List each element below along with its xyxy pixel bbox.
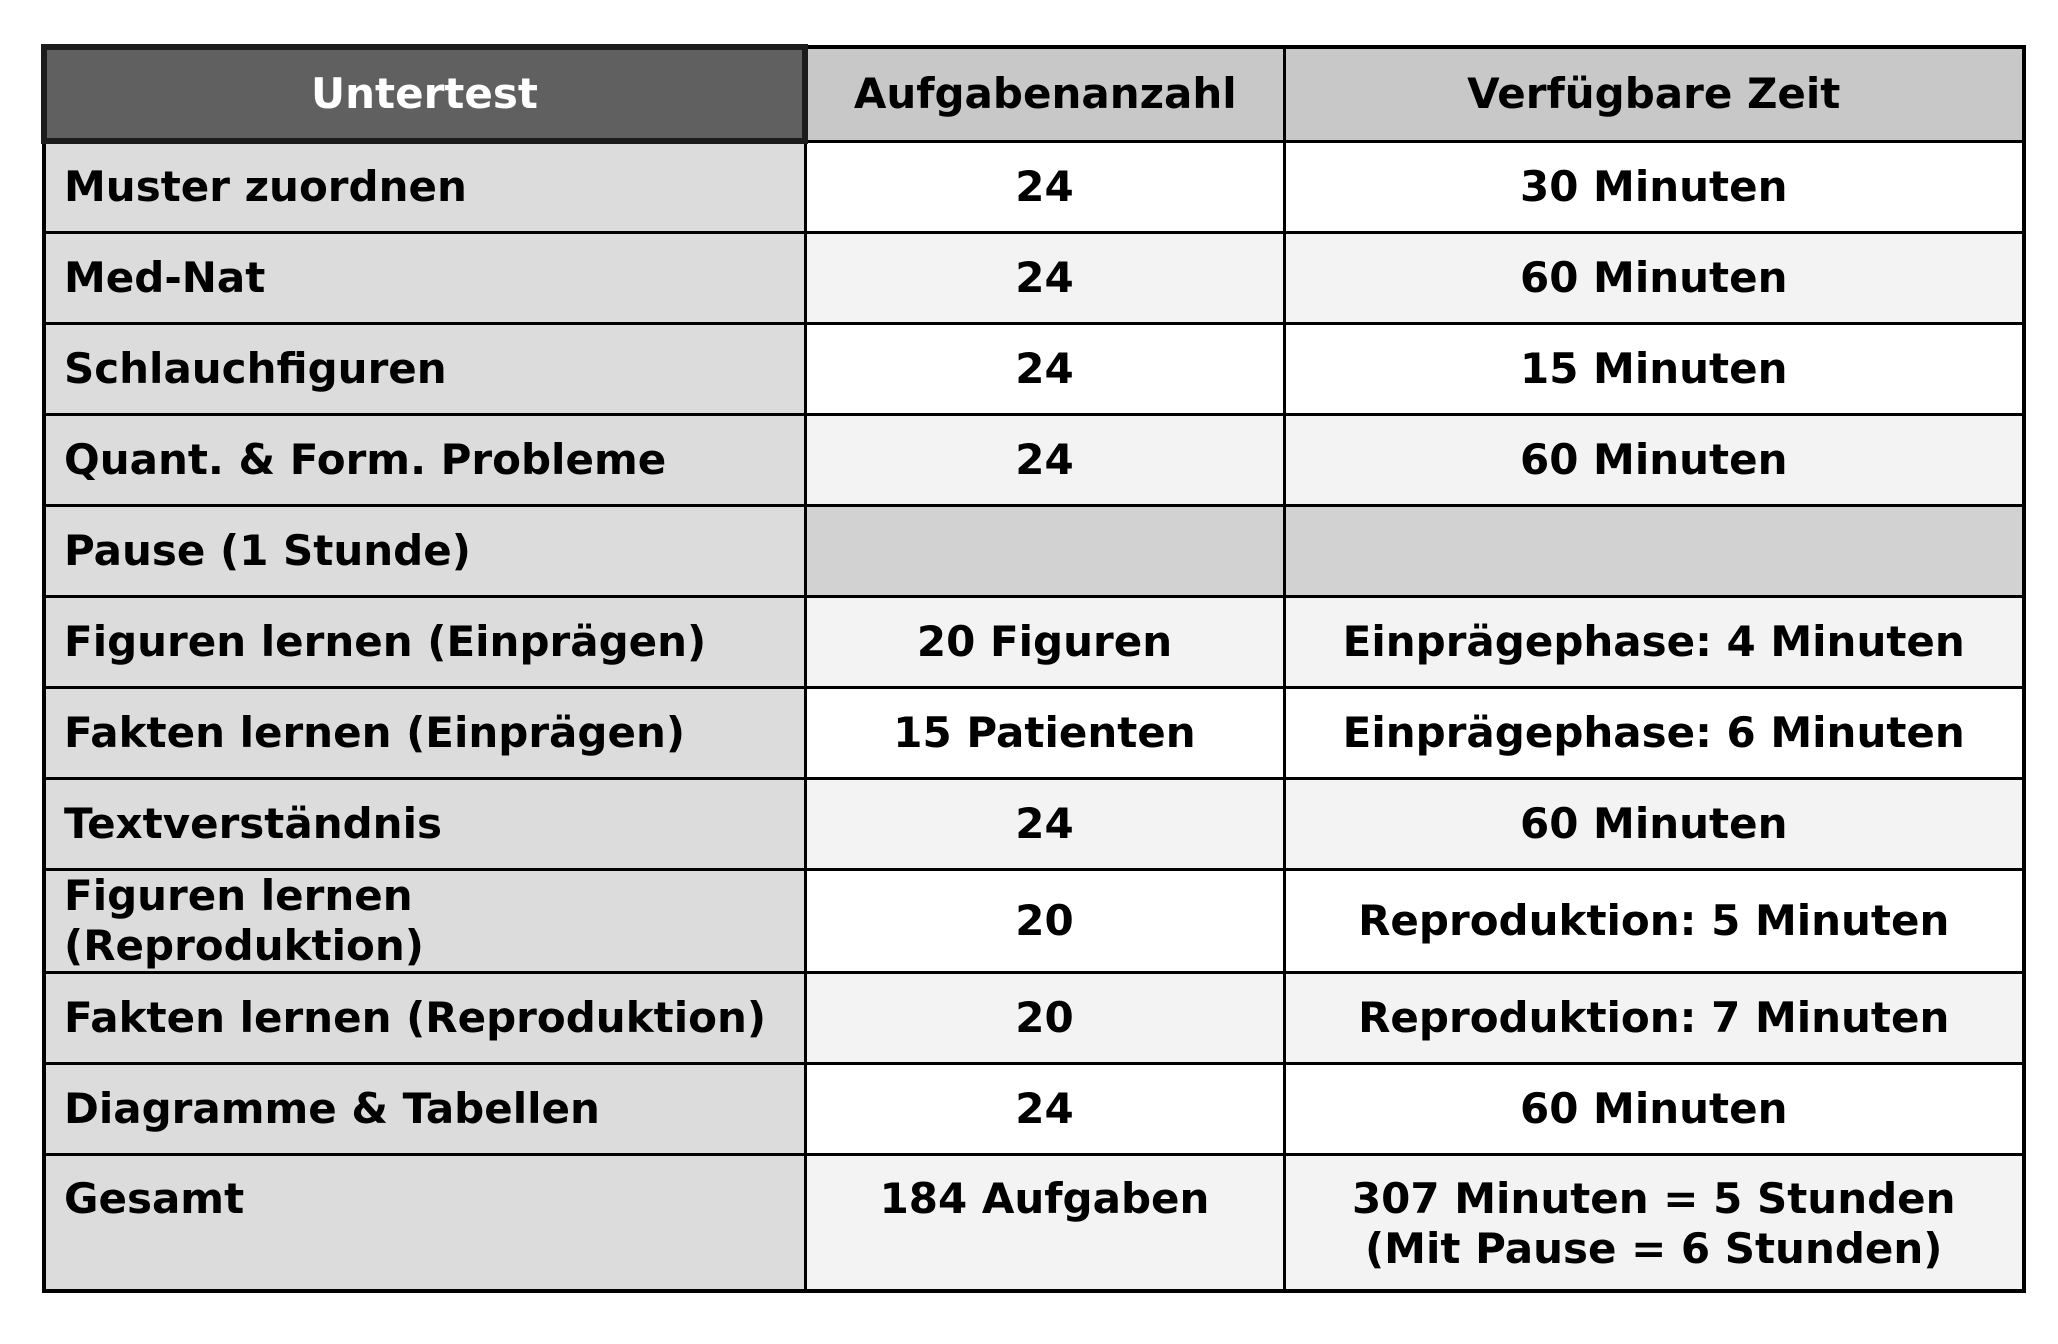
table-row [44, 687, 2024, 778]
table-row [44, 869, 2024, 972]
available-time: Reproduktion: 7 Minuten [1284, 972, 2024, 1063]
subtest-name: Figuren lernen (Einprägen) [44, 596, 805, 687]
available-time: 30 Minuten [1284, 141, 2024, 232]
header-verfuegbare-zeit: Verfügbare Zeit [1284, 47, 2024, 141]
table-row [44, 414, 2024, 505]
task-count: 24 [805, 323, 1284, 414]
subtest-name: Diagramme & Tabellen [44, 1063, 805, 1154]
available-time: 60 Minuten [1284, 1063, 2024, 1154]
task-count: 20 [805, 869, 1284, 972]
header-row [44, 47, 2024, 141]
table-row [44, 778, 2024, 869]
available-time: 60 Minuten [1284, 778, 2024, 869]
table-row [44, 323, 2024, 414]
task-count: 20 Figuren [805, 596, 1284, 687]
table-row [44, 596, 2024, 687]
task-count: 24 [805, 778, 1284, 869]
total-time [1284, 1154, 2024, 1291]
task-count: 24 [805, 141, 1284, 232]
task-count: 24 [805, 232, 1284, 323]
task-count [805, 505, 1284, 596]
subtest-name: Fakten lernen (Reproduktion) [44, 972, 805, 1063]
subtest-name: Pause (1 Stunde) [44, 505, 805, 596]
available-time: Reproduktion: 5 Minuten [1284, 869, 2024, 972]
task-count: 24 [805, 1063, 1284, 1154]
total-row [44, 1154, 2024, 1291]
subtest-name: Muster zuordnen [44, 141, 805, 232]
subtest-name: Schlauchfiguren [44, 323, 805, 414]
total-label: Gesamt [44, 1154, 805, 1291]
table-row [44, 972, 2024, 1063]
available-time: Einprägephase: 4 Minuten [1284, 596, 2024, 687]
total-task-count: 184 Aufgaben [805, 1154, 1284, 1291]
table-row [44, 141, 2024, 232]
available-time: 60 Minuten [1284, 414, 2024, 505]
header-aufgabenanzahl: Aufgabenanzahl [805, 47, 1284, 141]
subtest-schedule-table [41, 44, 2026, 1293]
available-time: 15 Minuten [1284, 323, 2024, 414]
subtest-name: Fakten lernen (Einprägen) [44, 687, 805, 778]
subtest-name: Textverständnis [44, 778, 805, 869]
header-untertest: Untertest [44, 47, 805, 141]
available-time: Einprägephase: 6 Minuten [1284, 687, 2024, 778]
available-time [1284, 505, 2024, 596]
available-time: 60 Minuten [1284, 232, 2024, 323]
table-row [44, 232, 2024, 323]
total-time-line: 307 Minuten = 5 Stunden [1351, 1173, 1956, 1223]
total-time-with-pause: (Mit Pause = 6 Stunden) [1364, 1223, 1943, 1273]
subtest-name: Med-Nat [44, 232, 805, 323]
table-row [44, 1063, 2024, 1154]
subtest-name: Figuren lernen (Reproduktion) [44, 869, 805, 972]
task-count: 15 Patienten [805, 687, 1284, 778]
subtest-name: Quant. & Form. Probleme [44, 414, 805, 505]
task-count: 20 [805, 972, 1284, 1063]
pause-row [44, 505, 2024, 596]
task-count: 24 [805, 414, 1284, 505]
